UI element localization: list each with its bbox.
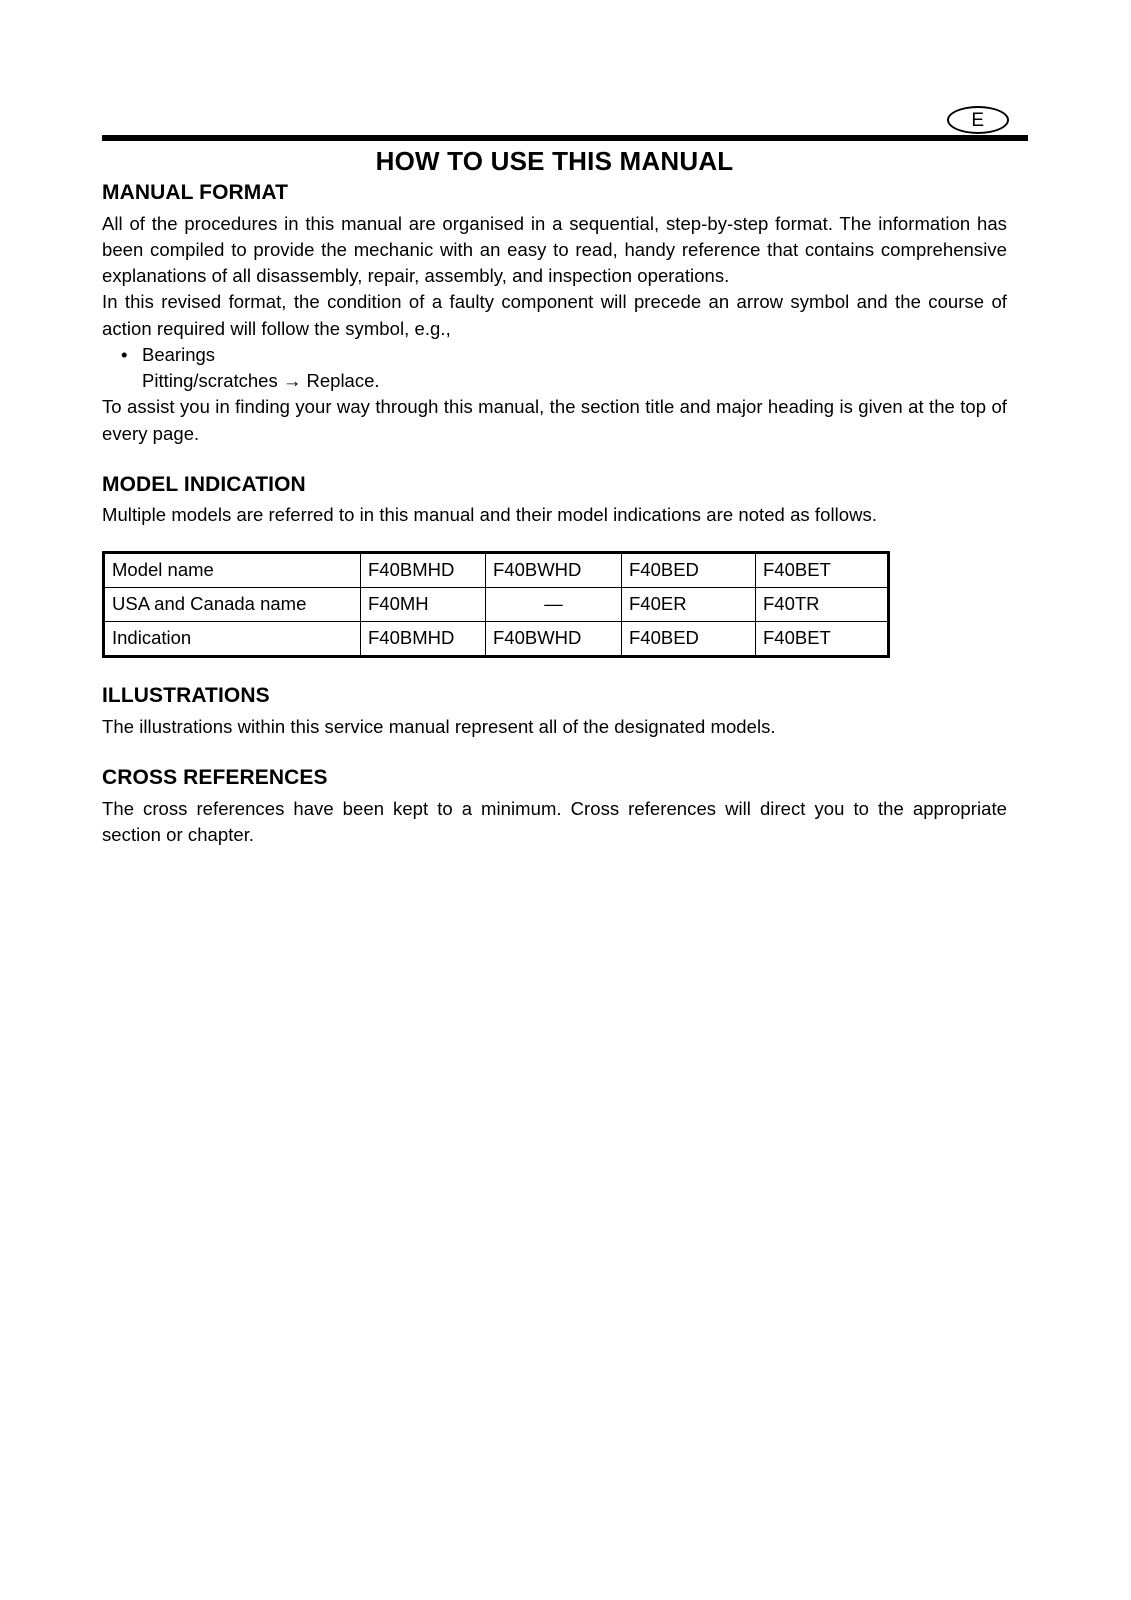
model-indication-table-body: [104, 552, 889, 657]
table-row-label: USA and Canada name: [104, 587, 361, 621]
table-row: [104, 552, 889, 587]
table-cell: F40ER: [622, 587, 756, 621]
table-cell: F40BWHD: [486, 622, 622, 657]
manual-format-paragraph-3: To assist you in finding your way through this manual, the section title and major heading is given at the top of every page.: [102, 396, 1007, 444]
heading-model-indication: MODEL INDICATION: [102, 472, 306, 496]
language-badge-letter: E: [971, 109, 985, 131]
table-cell: F40TR: [756, 587, 889, 621]
language-badge: [947, 106, 1009, 134]
table-cell: —: [486, 587, 622, 621]
table-row-label: Indication: [104, 622, 361, 657]
manual-format-bullet-sub: Pitting/scratches → Replace.: [142, 370, 380, 392]
bullet-dot-icon: •: [121, 343, 128, 365]
page-title: HOW TO USE THIS MANUAL: [375, 146, 734, 176]
content-column: [102, 144, 1007, 848]
table-cell: F40MH: [361, 587, 486, 621]
table-cell: F40BET: [756, 622, 889, 657]
manual-format-paragraph-1: All of the procedures in this manual are organised in a sequential, step-by-step format. The information has been compiled to provide the mechanic with an easy to read, handy reference that contains comprehensive explanations of all disassembly, repair, assembly, and inspection operations.: [102, 212, 1007, 287]
table-row: [104, 587, 889, 621]
table-cell: F40BET: [756, 552, 889, 587]
list-item-label: Bearings: [142, 343, 216, 365]
model-indication-table-wrap: [102, 551, 887, 659]
illustrations-paragraph-1: The illustrations within this service manual represent all of the designated models.: [102, 715, 776, 737]
cross-references-paragraph-1: The cross references have been kept to a minimum. Cross references will direct you to the appropriate section or chapter.: [102, 797, 1007, 845]
model-indication-paragraph-1: Multiple models are referred to in this manual and their model indications are noted as follows.: [102, 504, 878, 526]
table-cell: F40BWHD: [486, 552, 622, 587]
heading-cross-references: CROSS REFERENCES: [102, 766, 328, 790]
heading-illustrations: ILLUSTRATIONS: [102, 684, 270, 708]
table-cell: F40BMHD: [361, 552, 486, 587]
table-cell: F40BED: [622, 622, 756, 657]
model-indication-table: [102, 551, 890, 659]
table-cell: F40BMHD: [361, 622, 486, 657]
list-item: [102, 342, 1007, 368]
table-row-label: Model name: [104, 552, 361, 587]
table-cell: F40BED: [622, 552, 756, 587]
header-rule: [102, 135, 1028, 141]
manual-format-bullet-list: [102, 342, 1007, 368]
manual-format-paragraph-2: In this revised format, the condition of a faulty component will precede an arrow symbol and the course of action required will follow the symbol, e.g.,: [102, 291, 1007, 339]
table-row: [104, 622, 889, 657]
heading-manual-format: MANUAL FORMAT: [102, 181, 288, 204]
